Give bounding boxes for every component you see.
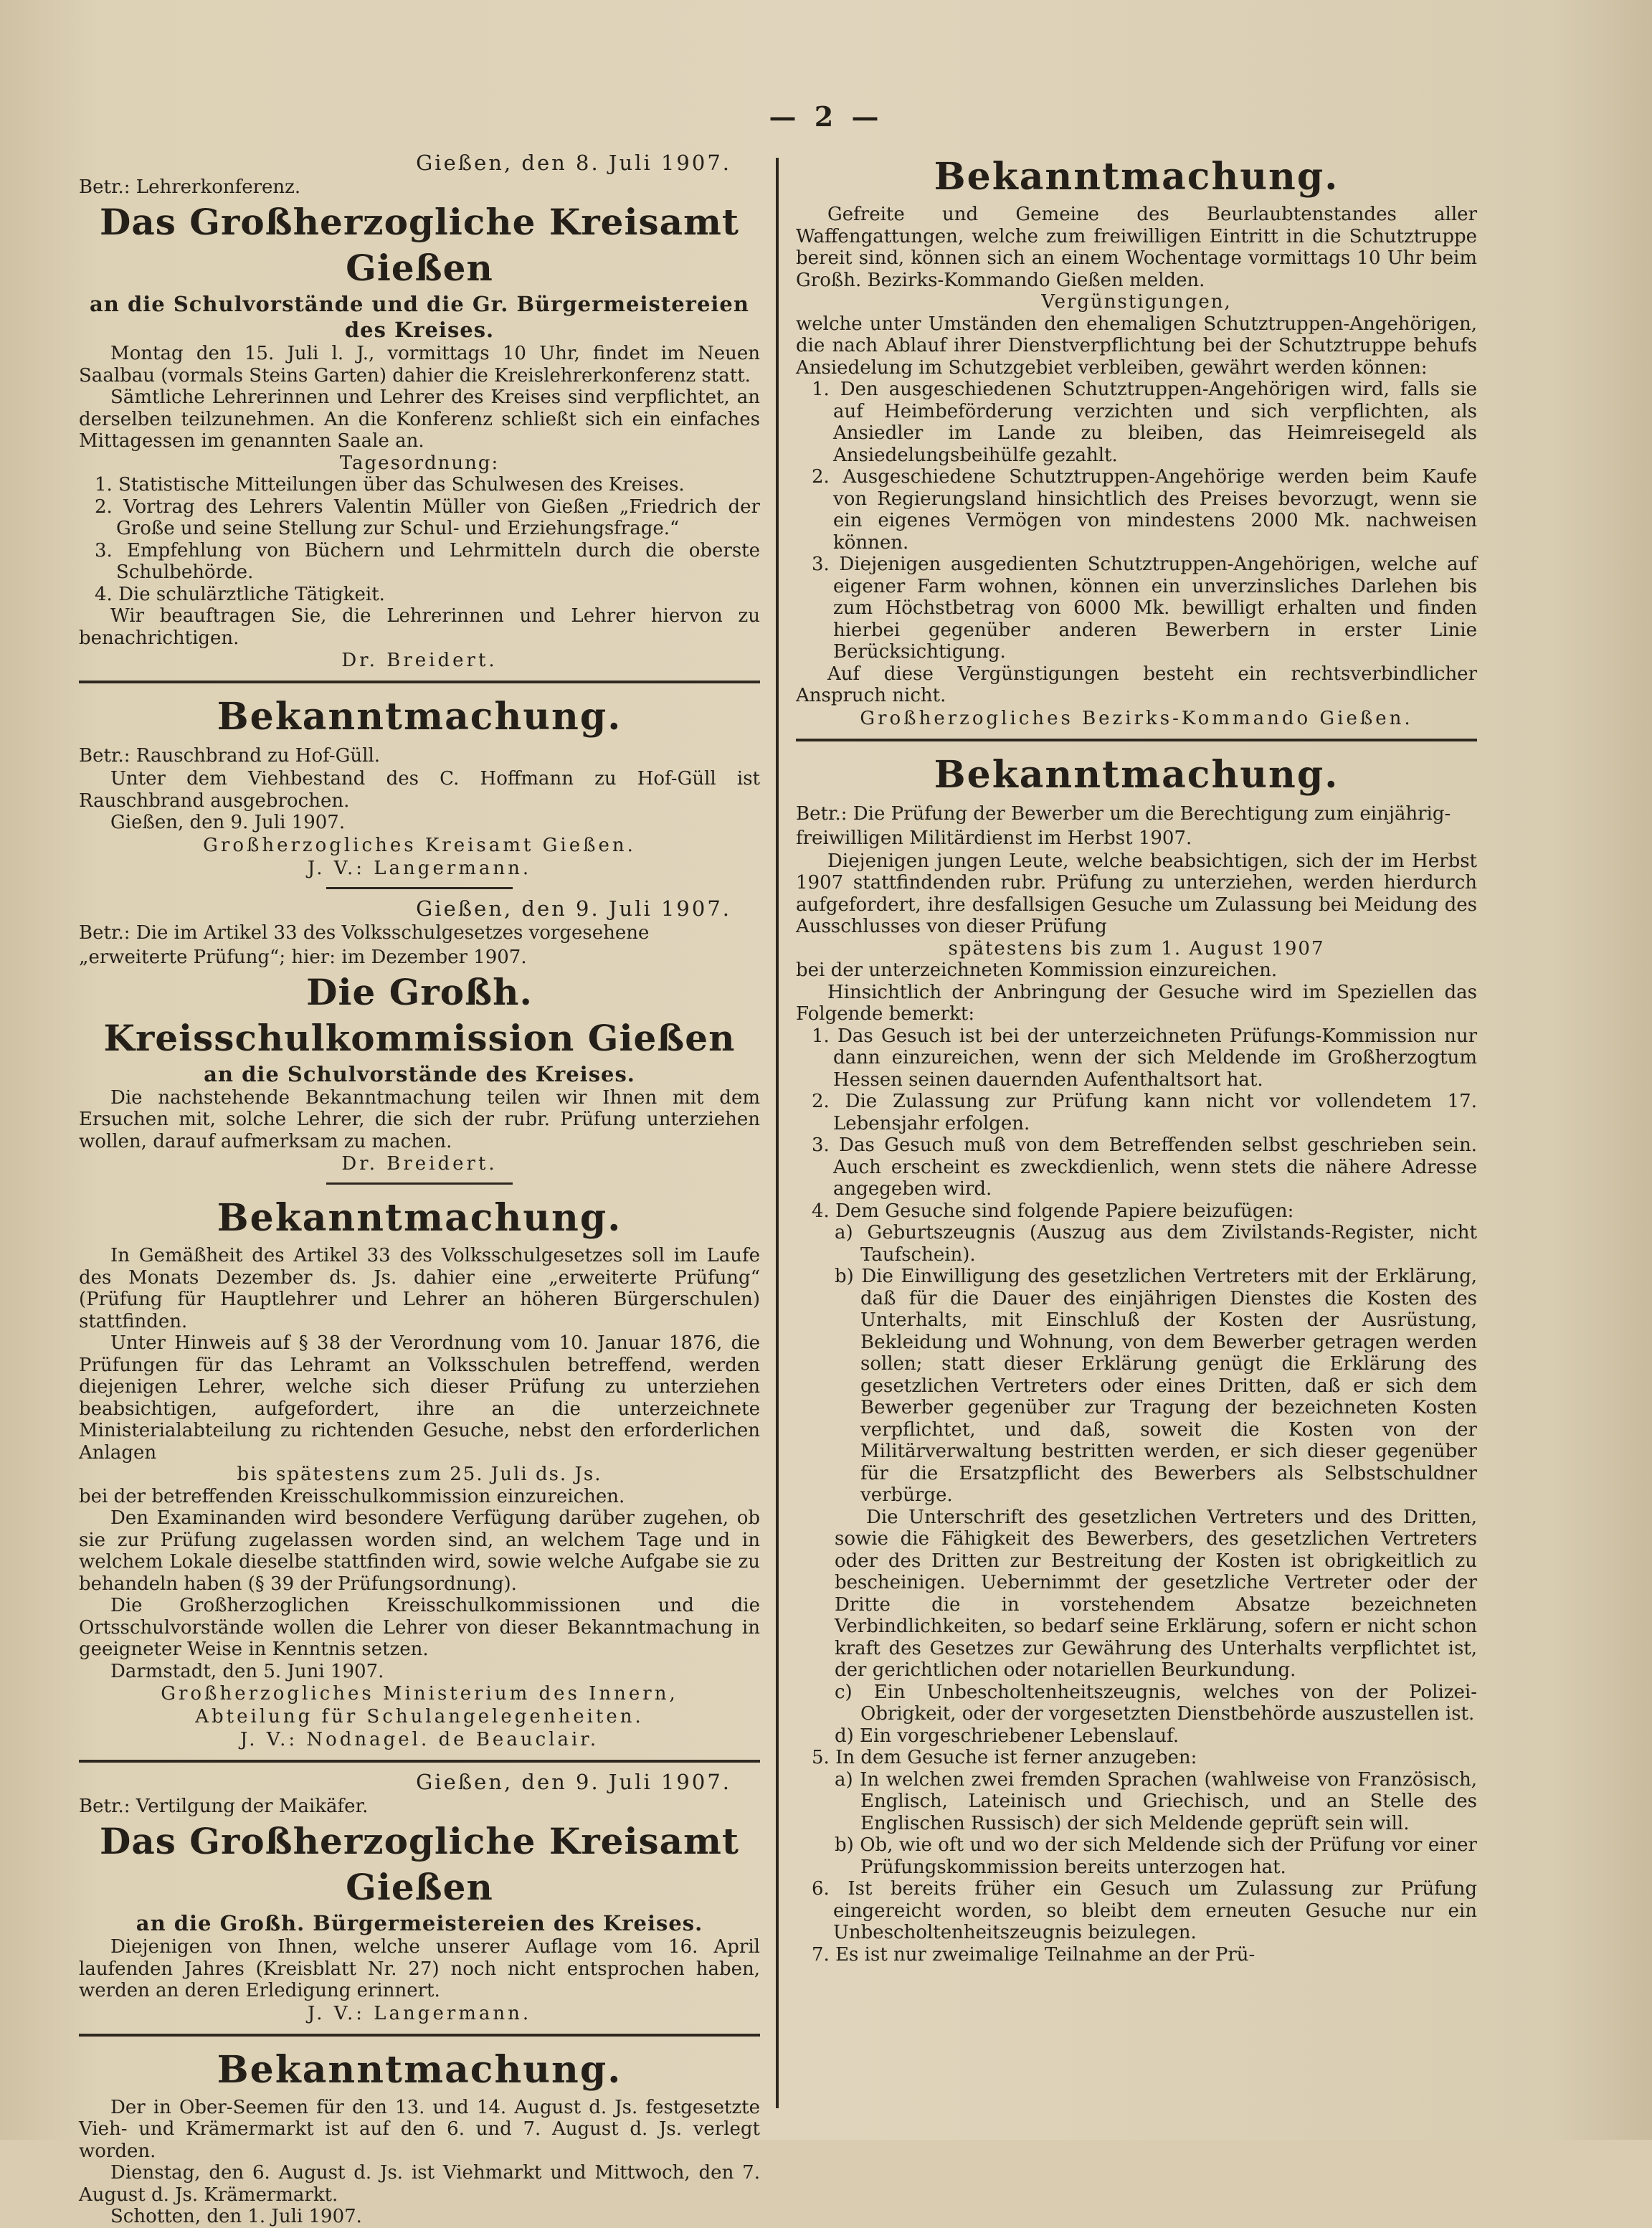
list-item: 1. Das Gesuch ist bei der unterzeichneten Prüfungs-Kommission nur dann einzureichen, wenn der sich Meldende im Großherzogtum Hessen seinen dauernden Aufenthaltsort hat. [812,1025,1477,1091]
notice-signature: J. V.: Nodnagel. de Beauclair. [239,1729,599,1750]
notice-recipients: an die Schulvorstände des Kreises. [204,1061,635,1086]
left-column [79,151,760,2228]
sub-list-item: a) Geburtszeugnis (Auszug aus dem Zivilstands-Register, nicht Taufschein). [835,1222,1477,1266]
agenda-title: Tagesordnung: [339,452,500,474]
notice-authority: Das Großherzogliche Kreisamt Gießen [99,201,740,289]
notice-body: Die Großherzoglichen Kreisschulkommissionen und die Ortsschulvorstände wollen die Lehrer von dieser Bekanntmachung in geeigneter Weise in Kenntnis setzen. [79,1595,760,1660]
agenda-item: 3. Empfehlung von Büchern und Lehrmitteln durch die oberste Schulbehörde. [95,539,760,583]
notice-signature: Großherzogliches Bezirks-Kommando Gießen. [860,707,1413,729]
notice-recipients: an die Schulvorstände und die Gr. Bürgermeistereien des Kreises. [90,292,749,342]
notice-body: Diejenigen jungen Leute, welche beabsichtigen, sich der im Herbst 1907 stattfindenden rubr. Prüfung zu unterziehen, werden hierdurch aufgefordert, ihre desfallsigen Gesuche um Zulassung bei Meidung des Ausschlusses von dieser Prüfung [796,850,1477,937]
notice-signature: J. V.: Langermann. [307,857,532,879]
list-item: 2. Die Zulassung zur Prüfung kann nicht vor vollendetem 17. Lebensjahr erfolgen. [812,1091,1477,1134]
notice-date: Darmstadt, den 5. Juni 1907. [110,1660,384,1682]
notice-signature: J. V.: Langermann. [307,2002,532,2024]
agenda-item: 1. Statistische Mitteilungen über das Schulwesen des Kreises. [95,474,685,496]
section-rule [79,1760,760,1763]
notice-subject: Betr.: Die im Artikel 33 des Volksschulgesetzes vorgesehene „erweiterte Prüfung“; hier: im Dezember 1907. [79,921,650,968]
notice-body: Sämtliche Lehrerinnen und Lehrer des Kreises sind verpflichtet, an derselben teilzunehmen. An die Konferenz schließt sich ein einfaches Mittagessen im genannten Saale an. [79,387,760,452]
notice-closing: Wir beauftragen Sie, die Lehrerinnen und Lehrer hiervon zu benachrichtigen. [79,605,760,649]
notice-body: Der in Ober-Seemen für den 13. und 14. August d. Js. festgesetzte Vieh- und Krämermarkt ist auf den 6. und 7. August d. Js. verlegt worden. [79,2096,760,2162]
sub-list-item: b) Ob, wie oft und wo der sich Meldende sich der Prüfung vor einer Prüfungskommission bereits unterzogen hat. [835,1834,1477,1878]
notice-body: Dienstag, den 6. August d. Js. ist Viehmarkt und Mittwoch, den 7. August d. Js. Krämermarkt. [79,2162,760,2206]
notice-body: Unter Hinweis auf § 38 der Verordnung vom 10. Januar 1876, die Prüfungen für das Lehramt an Volksschulen betreffend, werden diejenigen Lehrer, welche sich dieser Prüfung zu unterziehen beabsichtigen, aufgefordert, ihre an die unterzeichnete Ministerialabteilung zu richtenden Gesuche, nebst den erforderlichen Anlagen [79,1332,760,1464]
sub-list-item: d) Ein vorgeschriebener Lebenslauf. [835,1725,1179,1747]
list-item: 3. Das Gesuch muß von dem Betreffenden selbst geschrieben sein. Auch erscheint es zweckdienlich, wenn stets die nähere Adresse angegeben wird. [812,1134,1477,1200]
notice-date: Gießen, den 9. Juli 1907. [110,812,346,833]
sub-list-item: b) Die Einwilligung des gesetzlichen Vertreters mit der Erklärung, daß für die Dauer des einjährigen Dienstes die Kosten des Unterhalts, mit Einschluß der Kosten der Ausrüstung, Bekleidung und Wohnung, von dem Bewerber getragen werden sollen; statt dieser Erklärung genügt die Erklärung des gesetzlichen Vertreters oder eines Dritten, daß er sich dem Bewerber gegenüber zur Tragung der bezeichneten Kosten verpflichtet, und daß, soweit die Kosten von der Militärverwaltung bestritten werden, er sich dieser gegenüber für die Ersatzpflicht des Bewerbers als Selbstschuldner verbürge. [835,1266,1477,1506]
column-divider [776,158,779,2108]
notice-recipients: an die Großh. Bürgermeistereien des Kreises. [136,1911,703,1935]
notice-authority: Das Großherzogliche Kreisamt Gießen [99,1820,740,1908]
list-item: 7. Es ist nur zweimalige Teilnahme an der Prü- [812,1943,1255,1966]
notice-body: bei der unterzeichneten Kommission einzureichen. [796,959,1278,981]
notice-market [79,2044,760,2228]
section-rule [326,1182,513,1185]
section-rule [796,739,1477,741]
sub-list-item: a) In welchen zwei fremden Sprachen (wahlweise von Französisch, Englisch, Lateinisch und Griechisch, und an Stelle des Englischen Russisch) der sich Meldende geprüft sein will. [835,1768,1477,1834]
notice-heading: Bekanntmachung. [934,155,1339,199]
notice-body: Diejenigen von Ihnen, welche unserer Auflage vom 16. April laufenden Jahres (Kreisblatt Nr. 27) noch nicht entsprochen haben, werden an deren Erledigung erinnert. [79,1936,760,2001]
list-item: 2. Ausgeschiedene Schutztruppen-Angehörige werden beim Kaufe von Regierungsland hinsichtlich des Preises bevorzugt, wenn sie ein eigenes Vermögen von mindestens 2000 Mk. nachweisen können. [812,466,1477,554]
notice-ministry-exam [79,1192,760,1751]
notice-subheading: Vergünstigungen, [1041,291,1232,313]
right-column [796,151,1477,1966]
page-number: — 2 — [769,100,883,133]
section-rule [79,681,760,683]
notice-body: In Gemäßheit des Artikel 33 des Volksschulgesetzes soll im Laufe des Monats Dezember ds. Js. dahier eine „erweiterte Prüfung“ (Prüfung für Hauptlehrer und Lehrer an höheren Bürgerschulen) stattfinden. [79,1245,760,1332]
notice-heading: Bekanntmachung. [217,695,622,739]
section-rule [79,2034,760,2037]
notice-body: Die nachstehende Bekanntmachung teilen wir Ihnen mit dem Ersuchen mit, solche Lehrer, die sich der rubr. Prüfung unterziehen wollen, darauf aufmerksam zu machen. [79,1086,760,1152]
notice-heading: Bekanntmachung. [217,1196,622,1240]
notice-body: Hinsichtlich der Anbringung der Gesuche wird im Speziellen das Folgende bemerkt: [796,981,1477,1025]
notice-einjaehrig [796,749,1477,1966]
agenda-item: 4. Die schulärztliche Tätigkeit. [95,583,385,605]
notice-body: welche unter Umständen den ehemaligen Schutztruppen-Angehörigen, die nach Ablauf ihrer Dienstverpflichtung bei der Schutztruppe behufs Ansiedelung im Schutzgebiet verbleiben, gewährt werden können: [796,313,1477,379]
notice-heading: Bekanntmachung. [934,752,1339,797]
list-item: 4. Dem Gesuche sind folgende Papiere beizufügen: [812,1200,1294,1222]
notice-subject: Betr.: Die Prüfung der Bewerber um die Berechtigung zum einjährig-freiwilligen Militärdienst im Herbst 1907. [796,802,1451,849]
notice-office: Großherzogliches Ministerium des Innern, [161,1683,678,1705]
sub-list-paragraph: Die Unterschrift des gesetzlichen Vertreters und des Dritten, sowie die Fähigkeit des Bewerbers, des gesetzlichen Vertreters oder des Dritten zur Bestreitung der Kosten ist obrigkeitlich zu bescheinigen. Uebernimmt der gesetzliche Vertreter oder der Dritte die in vorstehendem Absatze bezeichneten Verbindlichkeiten, so bedarf seine Erklärung, sofern er nicht schon kraft des Gesetzes zur Gewährung des Unterhalts verpflichtet ist, der gerichtlichen oder notariellen Beurkundung. [835,1506,1477,1681]
sub-list-item: c) Ein Unbescholtenheitszeugnis, welches von der Polizei-Obrigkeit, oder der vorgesetzten Dienstbehörde auszustellen ist. [835,1681,1477,1725]
notice-teacher-conference [79,151,760,672]
notice-deadline: spätestens bis zum 1. August 1907 [948,937,1325,959]
notice-body: Auf diese Vergünstigungen besteht ein rechtsverbindlicher Anspruch nicht. [796,663,1477,706]
notice-office: Abteilung für Schulangelegenheiten. [195,1706,644,1727]
notice-body: Den Examinanden wird besondere Verfügung darüber zugehen, ob sie zur Prüfung zugelassen worden sind, an welchem Tage und in welchem Lokale dieselbe stattfinden wird, sowie welche Aufgabe sie zu behandeln haben (§ 39 der Prüfungsordnung). [79,1507,760,1595]
notice-body: bei der betreffenden Kreisschulkommission einzureichen. [79,1485,625,1507]
notice-schutztruppe [796,151,1477,730]
list-item: 6. Ist bereits früher ein Gesuch um Zulassung zur Prüfung eingereicht worden, so bleibt dem erneuten Gesuche nur ein Unbescholtenheitszeugnis beizulegen. [812,1878,1477,1943]
notice-office: Großherzogliches Kreisamt Gießen. [203,834,636,856]
notice-subject: Betr.: Lehrerkonferenz. [79,176,301,198]
notice-date: Gießen, den 9. Juli 1907. [416,1770,731,1794]
agenda-item: 2. Vortrag des Lehrers Valentin Müller von Gießen „Friedrich der Große und seine Stellung zur Schul- und Erziehungsfrage.“ [95,496,760,539]
section-rule [326,887,513,889]
notice-body: Gefreite und Gemeine des Beurlaubtenstandes aller Waffengattungen, welche zum freiwilligen Eintritt in die Schutztruppe bereit sind, können sich an einem Wochentage vormittags 10 Uhr beim Großh. Bezirks-Kommando Gießen melden. [796,204,1477,291]
notice-extended-exam [79,896,760,1176]
notice-date: Gießen, den 9. Juli 1907. [416,896,731,921]
notice-date: Schotten, den 1. Juli 1907. [110,2206,362,2227]
list-item: 5. In dem Gesuche ist ferner anzugeben: [812,1747,1197,1768]
notice-subject: Betr.: Vertilgung der Maikäfer. [79,1796,369,1817]
notice-date: Gießen, den 8. Juli 1907. [416,151,731,175]
notice-subject: Betr.: Rauschbrand zu Hof-Güll. [79,745,381,767]
list-item: 3. Diejenigen ausgedienten Schutztruppen-Angehörigen, welche auf eigener Farm wohnen, können ein unverzinsliches Darlehen bis zum Höchstbetrag von 6000 Mk. bewilligt erhalten und finden hierbei gegenüber anderen Bewerbern in erster Linie Berücksichtigung. [812,554,1477,663]
notice-authority: Die Großh. Kreisschulkommission Gießen [103,970,736,1059]
notice-body: Unter dem Viehbestand des C. Hoffmann zu Hof-Güll ist Rauschbrand ausgebrochen. [79,768,760,812]
notice-heading: Bekanntmachung. [217,2047,622,2092]
notice-rauschbrand [79,691,760,880]
notice-deadline: bis spätestens zum 25. Juli ds. Js. [237,1464,602,1485]
notice-maikaefer [79,1770,760,2025]
notice-body: Montag den 15. Juli l. J., vormittags 10 Uhr, findet im Neuen Saalbau (vormals Steins Garten) dahier die Kreislehrerkonferenz statt. [79,343,760,387]
notice-signature: Dr. Breidert. [341,1153,498,1175]
notice-signature: Dr. Breidert. [341,650,498,671]
list-item: 1. Den ausgeschiedenen Schutztruppen-Angehörigen wird, falls sie auf Heimbeförderung verzichten und sich verpflichten, als Ansiedler im Lande zu bleiben, das Heimreisegeld als Ansiedelungsbeihülfe gezahlt. [812,379,1477,466]
